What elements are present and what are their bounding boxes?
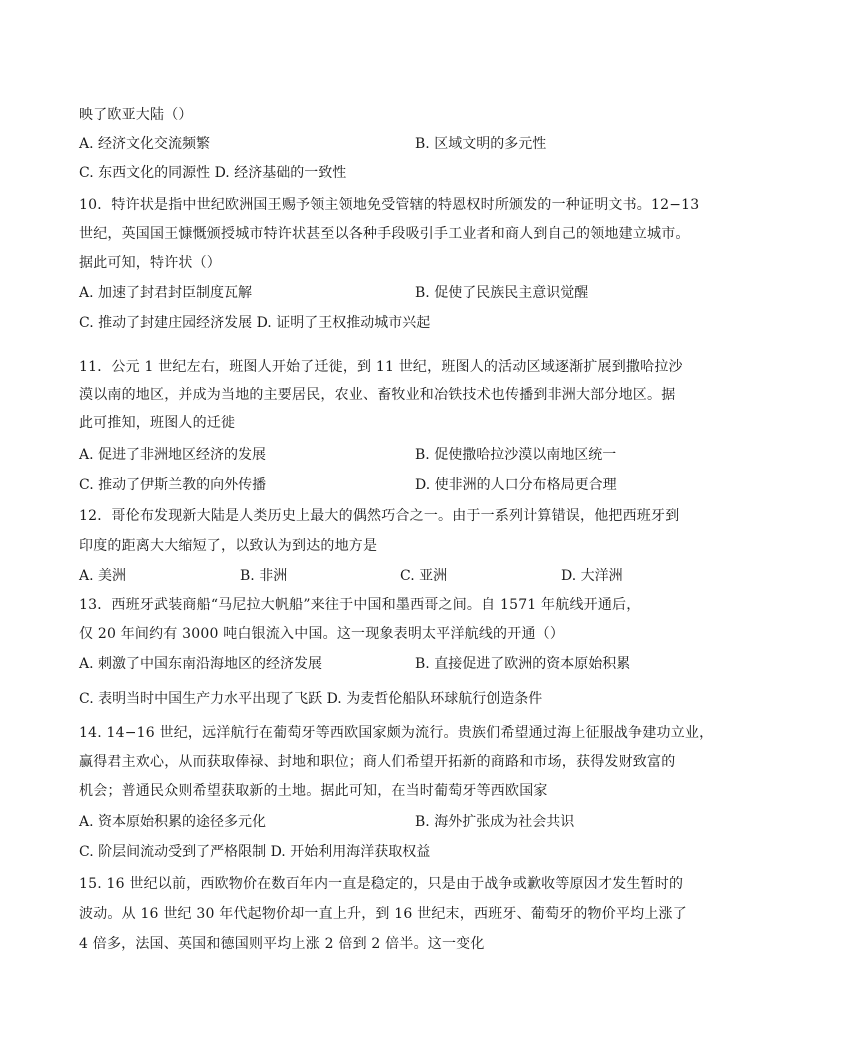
q11-option-d: D. 使非洲的人口分布格局更合理 [415,477,617,493]
q10-stem-line-2: 世纪，英国国王慷慨颁授城市特许状甚至以各种手段吸引手工业者和商人到自己的领地建立城市。 [79,226,690,242]
q15-stem-line-3: 4 倍多，法国、英国和德国则平均上涨 2 倍到 2 倍半。这一变化 [79,936,485,952]
q11-stem-line-2: 漠以南的地区，并成为当地的主要居民，农业、畜牧业和冶铁技术也传播到非洲大部分地区。据 [79,387,676,403]
q12-option-d: D. 大洋洲 [561,568,623,584]
q9-option-b: B. 区域文明的多元性 [415,136,547,152]
q11-option-b: B. 促使撒哈拉沙漠以南地区统一 [415,447,617,463]
q15-stem-line-2: 波动。从 16 世纪 30 年代起物价却一直上升，到 16 世纪末，西班牙、葡萄牙的物价平均上涨了 [79,906,687,922]
q12-option-a: A. 美洲 [79,568,127,584]
q11-option-a: A. 促进了非洲地区经济的发展 [79,447,267,463]
q15-stem-line-1: 15. 16 世纪以前，西欧物价在数百年内一直是稳定的，只是由于战争或歉收等原因才发生暂时的 [79,876,684,892]
q10-option-a: A. 加速了封君封臣制度瓦解 [79,285,253,301]
q11-stem-line-1: 11．公元 1 世纪左右，班图人开始了迁徙，到 11 世纪，班图人的活动区域逐渐扩展到撒哈拉沙 [79,359,683,375]
q14-stem-line-1: 14. 14−16 世纪，远洋航行在葡萄牙等西欧国家颇为流行。贵族们希望通过海上征服战争建功立业， [79,725,714,741]
q13-option-a: A. 刺激了中国东南沿海地区的经济发展 [79,656,323,672]
q14-option-b: B. 海外扩张成为社会共识 [415,814,575,830]
q14-option-a: A. 资本原始积累的途径多元化 [79,814,267,830]
q10-stem-line-3: 据此可知，特许状（） [79,255,221,271]
q13-stem-line-1: 13．西班牙武装商船“马尼拉大帆船”来往于中国和墨西哥之间。自 1571 年航线开通后， [79,597,641,613]
q9-stem-end: 映了欧亚大陆（） [79,107,193,123]
q12-stem-line-2: 印度的距离大大缩短了，以致认为到达的地方是 [79,538,378,554]
q12-option-b: B. 非洲 [240,568,288,584]
q13-option-b: B. 直接促进了欧洲的资本原始积累 [415,656,631,672]
q12-stem-line-1: 12．哥伦布发现新大陆是人类历史上最大的偶然巧合之一。由于一系列计算错误，他把西班牙到 [79,508,680,524]
q14-stem-line-2: 赢得君主欢心，从而获取俸禄、封地和职位；商人们希望开拓新的商路和市场，获得发财致富的 [79,754,676,770]
q9-option-a: A. 经济文化交流频繁 [79,136,211,152]
q13-option-cd: C. 表明当时中国生产力水平出现了飞跃 D. 为麦哲伦船队环球航行创造条件 [79,691,543,707]
q14-option-cd: C. 阶层间流动受到了严格限制 D. 开始利用海洋获取权益 [79,844,431,860]
q9-option-cd: C. 东西文化的同源性 D. 经济基础的一致性 [79,165,347,181]
q10-option-b: B. 促使了民族民主意识觉醒 [415,285,589,301]
q12-option-c: C. 亚洲 [400,568,448,584]
q13-stem-line-2: 仅 20 年间约有 3000 吨白银流入中国。这一现象表明太平洋航线的开通（） [79,626,565,642]
q10-option-cd: C. 推动了封建庄园经济发展 D. 证明了王权推动城市兴起 [79,315,431,331]
q11-stem-line-3: 此可推知，班图人的迁徙 [79,415,236,431]
q10-stem-line-1: 10．特许状是指中世纪欧洲国王赐予领主领地免受管辖的特恩权时所颁发的一种证明文书。12−13 [79,197,700,213]
q14-stem-line-3: 机会；普通民众则希望获取新的土地。据此可知，在当时葡萄牙等西欧国家 [79,783,548,799]
q11-option-c: C. 推动了伊斯兰教的向外传播 [79,477,267,493]
